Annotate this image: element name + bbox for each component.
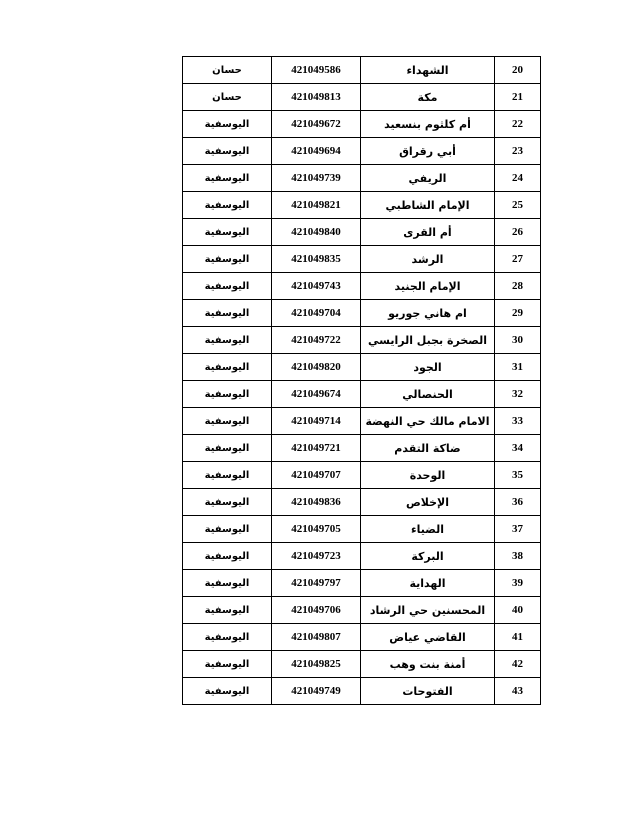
row-number-cell: 39 xyxy=(495,570,541,597)
area-cell: اليوسفية xyxy=(183,192,272,219)
area-cell: اليوسفية xyxy=(183,543,272,570)
table-row xyxy=(183,165,541,192)
area-cell: اليوسفية xyxy=(183,597,272,624)
row-number-cell: 38 xyxy=(495,543,541,570)
table-row xyxy=(183,597,541,624)
name-cell: الهداية xyxy=(361,570,495,597)
name-cell: الجود xyxy=(361,354,495,381)
name-cell: الريفي xyxy=(361,165,495,192)
area-cell: اليوسفية xyxy=(183,327,272,354)
name-cell: البركة xyxy=(361,543,495,570)
code-cell: 421049836 xyxy=(272,489,361,516)
code-cell: 421049739 xyxy=(272,165,361,192)
code-cell: 421049813 xyxy=(272,84,361,111)
area-cell: اليوسفية xyxy=(183,246,272,273)
row-number-cell: 42 xyxy=(495,651,541,678)
area-cell: حسان xyxy=(183,57,272,84)
table-row xyxy=(183,543,541,570)
table-row xyxy=(183,354,541,381)
row-number-cell: 21 xyxy=(495,84,541,111)
table-row xyxy=(183,381,541,408)
area-cell: اليوسفية xyxy=(183,462,272,489)
table-body xyxy=(183,57,541,705)
name-cell: أم كلثوم بنسعيد xyxy=(361,111,495,138)
row-number-cell: 25 xyxy=(495,192,541,219)
area-cell: اليوسفية xyxy=(183,165,272,192)
area-cell: اليوسفية xyxy=(183,111,272,138)
table-row xyxy=(183,300,541,327)
code-cell: 421049672 xyxy=(272,111,361,138)
code-cell: 421049821 xyxy=(272,192,361,219)
name-cell: الإمام الجنيد xyxy=(361,273,495,300)
row-number-cell: 32 xyxy=(495,381,541,408)
area-cell: اليوسفية xyxy=(183,516,272,543)
table-row xyxy=(183,678,541,705)
name-cell: القاضي عياض xyxy=(361,624,495,651)
name-cell: أم القرى xyxy=(361,219,495,246)
area-cell: اليوسفية xyxy=(183,300,272,327)
code-cell: 421049820 xyxy=(272,354,361,381)
table-row xyxy=(183,489,541,516)
row-number-cell: 20 xyxy=(495,57,541,84)
name-cell: الوحدة xyxy=(361,462,495,489)
name-cell: الفتوحات xyxy=(361,678,495,705)
row-number-cell: 29 xyxy=(495,300,541,327)
row-number-cell: 23 xyxy=(495,138,541,165)
area-cell: اليوسفية xyxy=(183,624,272,651)
code-cell: 421049694 xyxy=(272,138,361,165)
row-number-cell: 33 xyxy=(495,408,541,435)
name-cell: الرشد xyxy=(361,246,495,273)
area-cell: حسان xyxy=(183,84,272,111)
code-cell: 421049704 xyxy=(272,300,361,327)
name-cell: الإمام الشاطبي xyxy=(361,192,495,219)
code-cell: 421049586 xyxy=(272,57,361,84)
table-row xyxy=(183,408,541,435)
name-cell: أمنة بنت وهب xyxy=(361,651,495,678)
area-cell: اليوسفية xyxy=(183,219,272,246)
code-cell: 421049706 xyxy=(272,597,361,624)
row-number-cell: 28 xyxy=(495,273,541,300)
row-number-cell: 37 xyxy=(495,516,541,543)
area-cell: اليوسفية xyxy=(183,354,272,381)
area-cell: اليوسفية xyxy=(183,435,272,462)
row-number-cell: 26 xyxy=(495,219,541,246)
row-number-cell: 40 xyxy=(495,597,541,624)
area-cell: اليوسفية xyxy=(183,678,272,705)
area-cell: اليوسفية xyxy=(183,138,272,165)
table-row xyxy=(183,219,541,246)
code-cell: 421049835 xyxy=(272,246,361,273)
name-cell: الضياء xyxy=(361,516,495,543)
table-row xyxy=(183,111,541,138)
code-cell: 421049707 xyxy=(272,462,361,489)
row-number-cell: 35 xyxy=(495,462,541,489)
name-cell: ضاكة التقدم xyxy=(361,435,495,462)
code-cell: 421049840 xyxy=(272,219,361,246)
schools-table xyxy=(182,56,541,705)
document-table-container xyxy=(182,56,540,705)
row-number-cell: 41 xyxy=(495,624,541,651)
area-cell: اليوسفية xyxy=(183,381,272,408)
area-cell: اليوسفية xyxy=(183,408,272,435)
table-row xyxy=(183,84,541,111)
code-cell: 421049674 xyxy=(272,381,361,408)
table-row xyxy=(183,624,541,651)
table-row xyxy=(183,462,541,489)
table-row xyxy=(183,435,541,462)
row-number-cell: 22 xyxy=(495,111,541,138)
code-cell: 421049721 xyxy=(272,435,361,462)
row-number-cell: 31 xyxy=(495,354,541,381)
row-number-cell: 24 xyxy=(495,165,541,192)
table-row xyxy=(183,138,541,165)
code-cell: 421049714 xyxy=(272,408,361,435)
code-cell: 421049743 xyxy=(272,273,361,300)
table-row xyxy=(183,192,541,219)
table-row xyxy=(183,516,541,543)
code-cell: 421049722 xyxy=(272,327,361,354)
table-row xyxy=(183,570,541,597)
row-number-cell: 34 xyxy=(495,435,541,462)
name-cell: المحسنين حي الرشاد xyxy=(361,597,495,624)
row-number-cell: 30 xyxy=(495,327,541,354)
row-number-cell: 43 xyxy=(495,678,541,705)
area-cell: اليوسفية xyxy=(183,273,272,300)
area-cell: اليوسفية xyxy=(183,651,272,678)
table-row xyxy=(183,327,541,354)
table-row xyxy=(183,57,541,84)
code-cell: 421049723 xyxy=(272,543,361,570)
name-cell: الامام مالك حي النهضة xyxy=(361,408,495,435)
code-cell: 421049749 xyxy=(272,678,361,705)
table-row xyxy=(183,651,541,678)
code-cell: 421049807 xyxy=(272,624,361,651)
name-cell: الإخلاص xyxy=(361,489,495,516)
name-cell: أبي رقراق xyxy=(361,138,495,165)
code-cell: 421049705 xyxy=(272,516,361,543)
row-number-cell: 36 xyxy=(495,489,541,516)
code-cell: 421049825 xyxy=(272,651,361,678)
name-cell: الصخرة بجبل الرايسي xyxy=(361,327,495,354)
name-cell: الحنصالي xyxy=(361,381,495,408)
table-row xyxy=(183,246,541,273)
name-cell: ام هاني جوريو xyxy=(361,300,495,327)
code-cell: 421049797 xyxy=(272,570,361,597)
table-row xyxy=(183,273,541,300)
area-cell: اليوسفية xyxy=(183,570,272,597)
row-number-cell: 27 xyxy=(495,246,541,273)
name-cell: الشهداء xyxy=(361,57,495,84)
area-cell: اليوسفية xyxy=(183,489,272,516)
name-cell: مكة xyxy=(361,84,495,111)
